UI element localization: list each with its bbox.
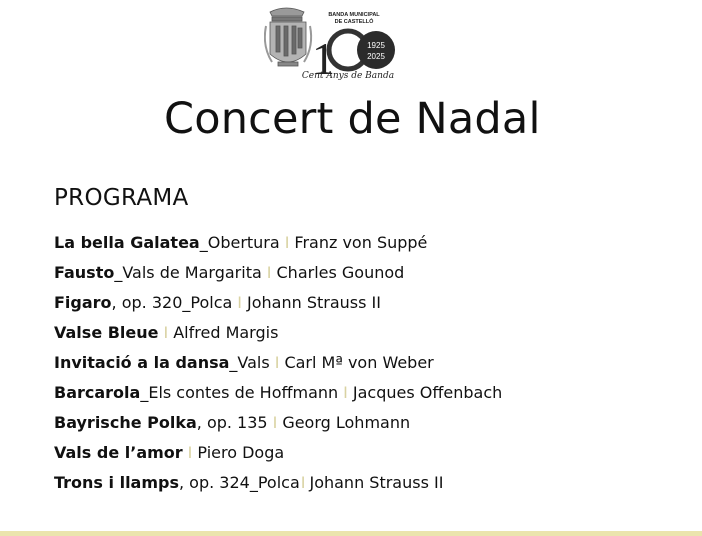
separator: I (274, 353, 280, 372)
separator: I (284, 233, 290, 252)
composer: Georg Lohmann (282, 413, 411, 432)
logo-script-text: Cent Anys de Banda (301, 71, 395, 81)
work-detail: , op. 320_Polca (111, 293, 233, 312)
work-detail: _Obertura (199, 233, 280, 252)
program-item (54, 381, 502, 411)
program-item (54, 261, 502, 291)
composer: Alfred Margis (173, 323, 279, 342)
logo-big-digit: 1 (312, 33, 335, 84)
banda-municipal-logo (264, 2, 414, 94)
program-item (54, 441, 502, 471)
work-title: Fausto (54, 263, 115, 282)
page-title: Concert de Nadal (164, 94, 541, 144)
composer: Carl Mª von Weber (284, 353, 434, 372)
program-item (54, 321, 502, 351)
work-title: Trons i llamps (54, 473, 179, 492)
composer: Charles Gounod (276, 263, 405, 282)
program-item (54, 231, 502, 261)
program-list (54, 231, 502, 501)
coat-of-arms-icon (265, 8, 311, 66)
work-title: Bayrische Polka (54, 413, 197, 432)
work-detail: , op. 324_Polca (179, 473, 300, 492)
bottom-accent-bar (0, 531, 702, 536)
logo-year-end: 2025 (367, 52, 385, 61)
section-heading: PROGRAMA (54, 185, 189, 211)
separator: I (272, 413, 278, 432)
composer: Piero Doga (197, 443, 285, 462)
work-detail: , op. 135 (196, 413, 268, 432)
work-detail: _Els contes de Hoffmann (140, 383, 339, 402)
separator: I (266, 263, 272, 282)
program-item (54, 471, 502, 501)
separator: I (343, 383, 348, 402)
separator: I (187, 443, 193, 462)
composer: Jacques Offenbach (352, 383, 503, 402)
logo-year-disc (357, 31, 395, 69)
logo-header-line2: DE CASTELLÓ (334, 19, 374, 25)
separator: I (300, 473, 306, 492)
separator: I (163, 323, 169, 342)
work-title: Invitació a la dansa (54, 353, 230, 372)
program-item (54, 291, 502, 321)
work-detail: _Vals (229, 353, 270, 372)
work-title: Vals de l’amor (54, 443, 183, 462)
work-title: Barcarola (54, 383, 141, 402)
program-item (54, 351, 502, 381)
composer: Johann Strauss II (247, 293, 381, 312)
program-item (54, 411, 502, 441)
work-title: Figaro (54, 293, 112, 312)
composer: Johann Strauss II (309, 473, 444, 492)
logo-header-line1: BANDA MUNICIPAL (328, 12, 380, 18)
work-title: La bella Galatea (54, 233, 200, 252)
composer: Franz von Suppé (294, 233, 428, 252)
work-title: Valse Bleue (54, 323, 159, 342)
separator: I (237, 293, 243, 312)
logo-year-start: 1925 (367, 41, 385, 50)
logo-emblem (264, 2, 414, 94)
work-detail: _Vals de Margarita (114, 263, 262, 282)
